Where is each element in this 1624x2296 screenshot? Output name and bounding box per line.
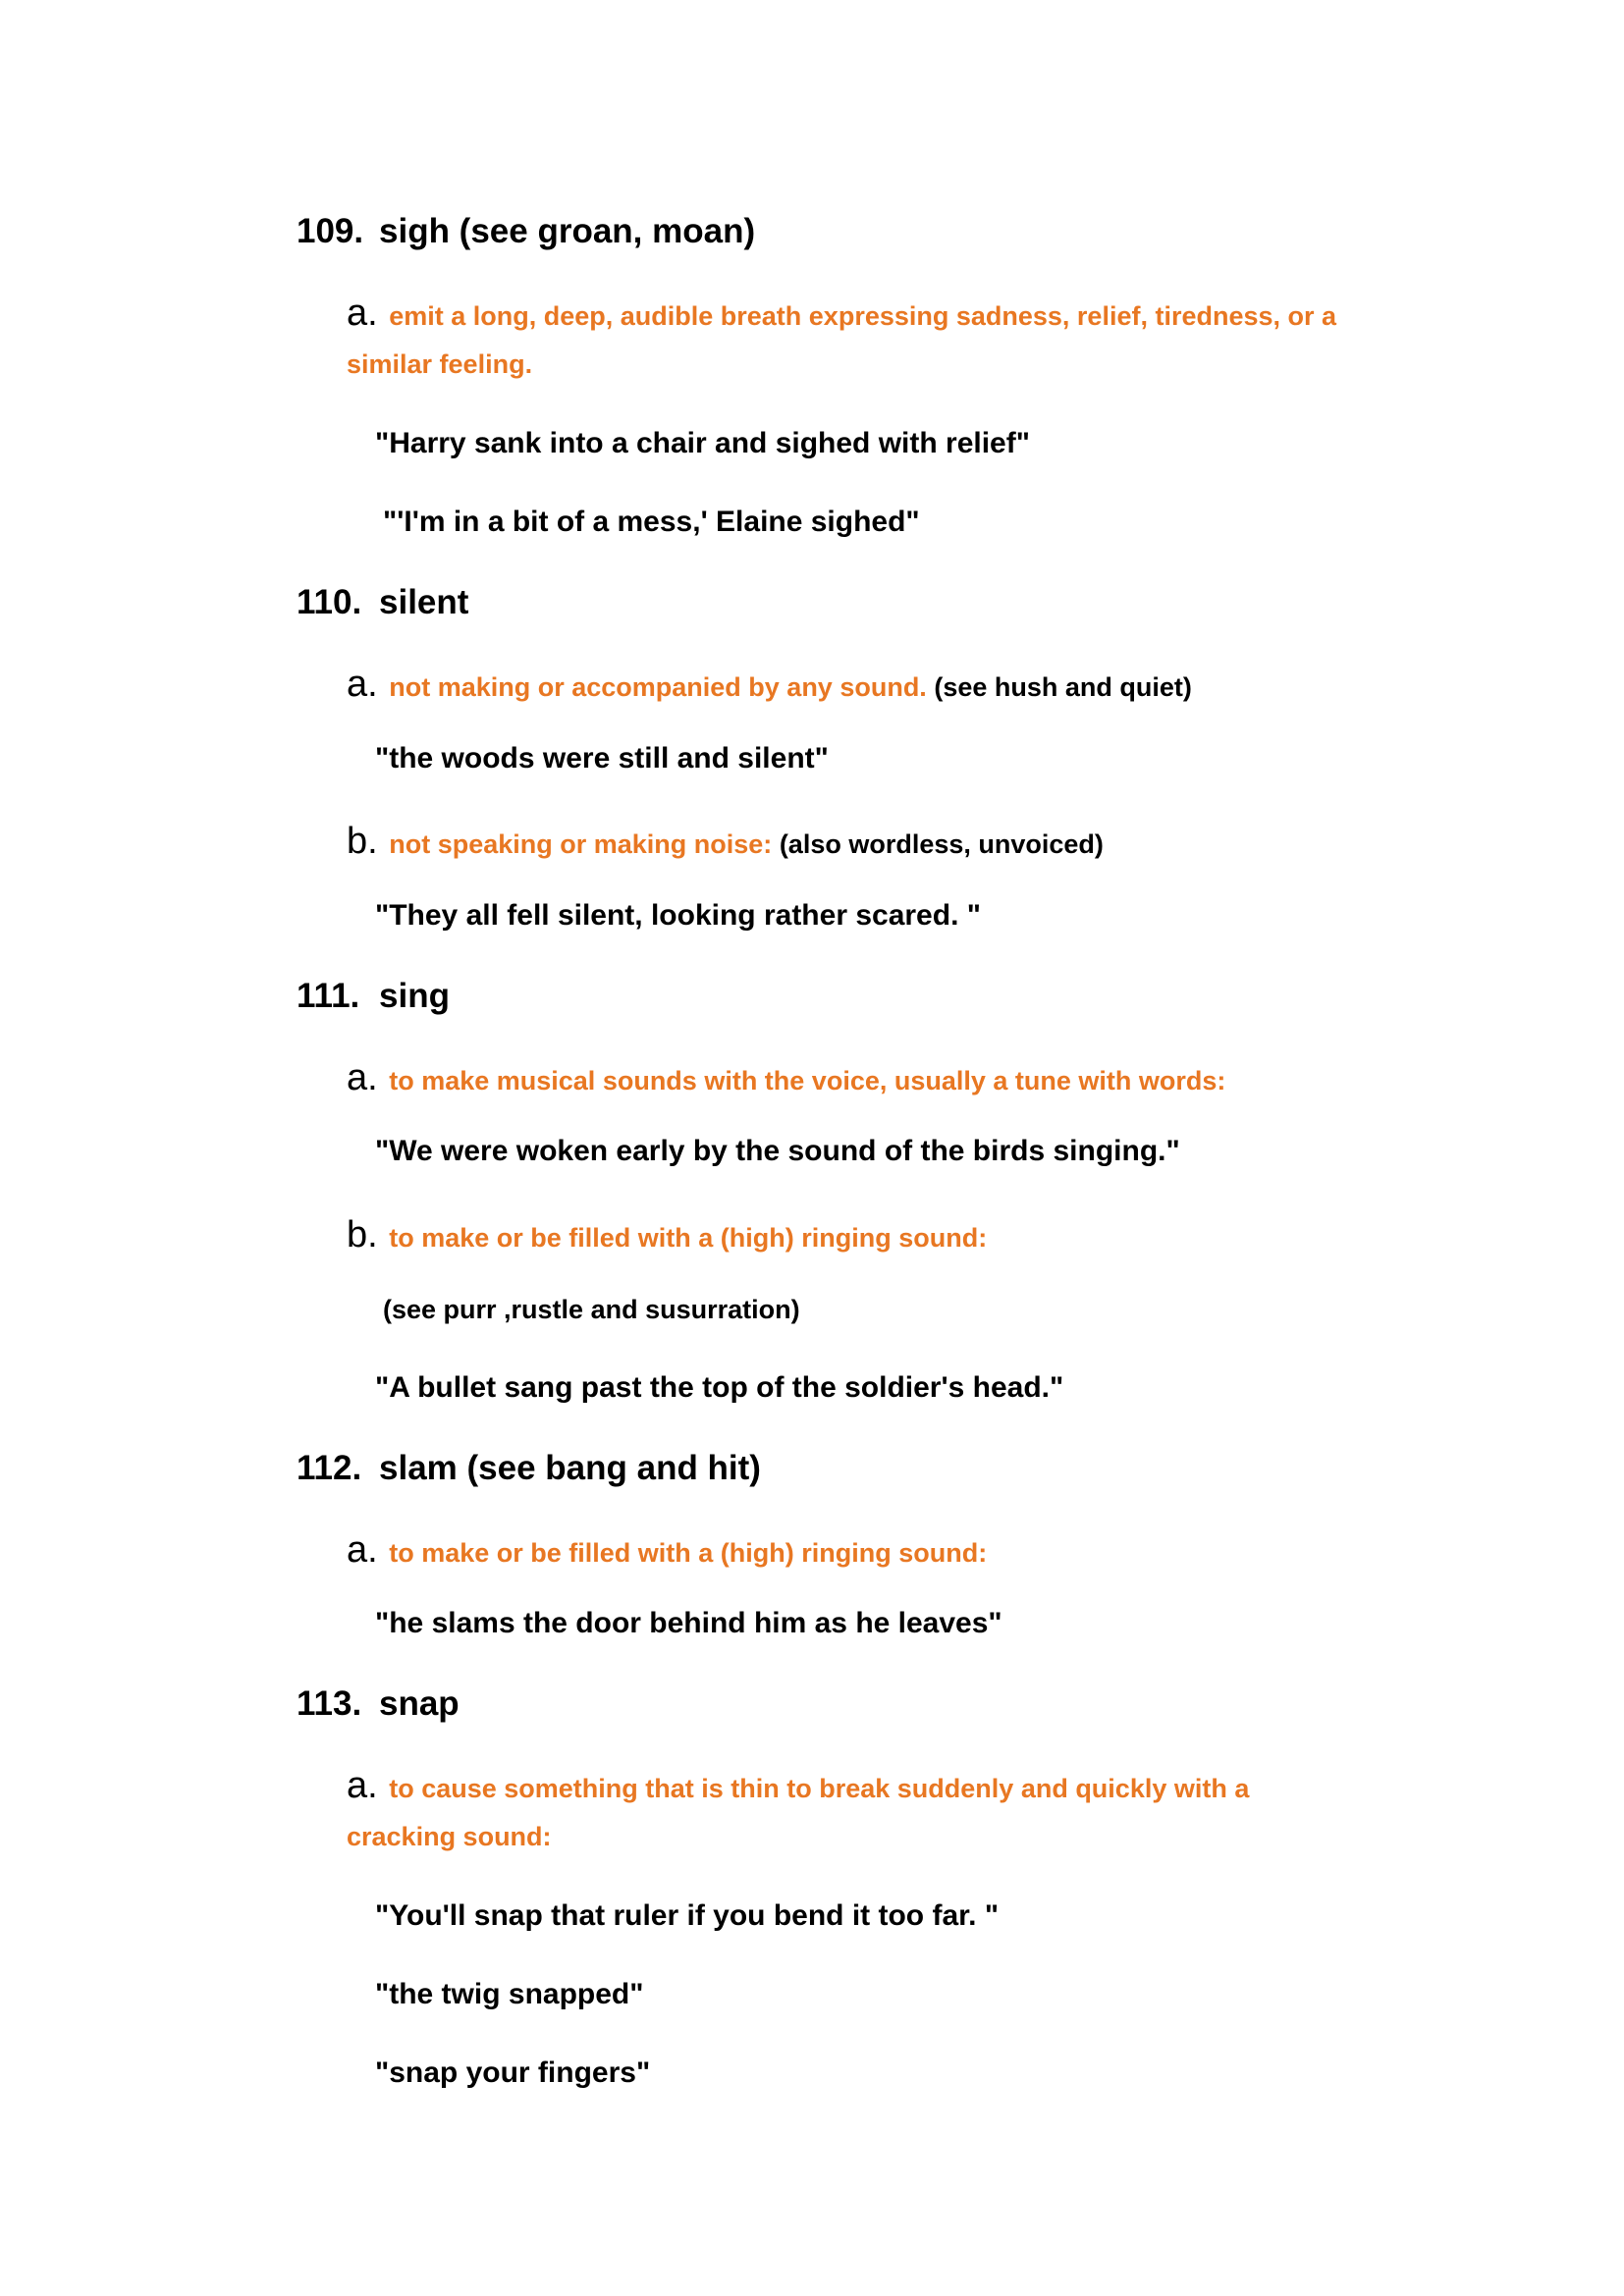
entry-number: 110.: [297, 583, 362, 621]
entry-word: snap: [379, 1684, 460, 1723]
sense: [347, 1059, 1225, 1096]
sense: [347, 666, 1192, 703]
example-sentence: "snap your fingers": [375, 2056, 651, 2089]
sense-letter: a.: [347, 1765, 378, 1806]
sense-definition: not making or accompanied by any sound.: [389, 672, 927, 702]
sense-letter: a.: [347, 1529, 378, 1571]
example-sentence: "A bullet sang past the top of the soldier's head.": [375, 1371, 1064, 1404]
entry-number: 112.: [297, 1449, 362, 1487]
sense-definition: not speaking or making noise:: [389, 829, 773, 859]
sense: [347, 294, 1336, 332]
example-sentence: "he slams the door behind him as he leaves": [375, 1607, 1002, 1639]
sense: [347, 1767, 1249, 1804]
example-sentence: "We were woken early by the sound of the birds singing.": [375, 1135, 1180, 1167]
sense-letter: a.: [347, 293, 378, 334]
sense: [347, 823, 1104, 860]
sense-letter: a.: [347, 1057, 378, 1098]
entry-word: slam (see bang and hit): [379, 1449, 761, 1487]
sense-letter: b.: [347, 1214, 378, 1255]
sense: [347, 1531, 987, 1569]
example-sentence: "the woods were still and silent": [375, 742, 829, 774]
example-sentence: "the twig snapped": [375, 1978, 644, 2010]
sense: [347, 1216, 987, 1254]
entry-number: 109.: [297, 212, 364, 250]
sense-letter: a.: [347, 664, 378, 705]
sense-definition: to make or be filled with a (high) ringing sound:: [389, 1223, 988, 1253]
entry-heading: [297, 1451, 761, 1485]
sense-cross-reference: (also wordless, unvoiced): [779, 829, 1104, 859]
sense-definition: to make musical sounds with the voice, usually a tune with words:: [389, 1066, 1226, 1095]
example-sentence: "They all fell silent, looking rather scared. ": [375, 899, 981, 932]
sense-definition: to make or be filled with a (high) ringing sound:: [389, 1538, 988, 1568]
example-sentence: "'I'm in a bit of a mess,' Elaine sighed": [383, 506, 920, 538]
sense-definition-continued: cracking sound:: [347, 1822, 552, 1851]
entry-word: sing: [379, 977, 450, 1015]
sense-note: (see purr ,rustle and susurration): [383, 1295, 800, 1324]
entry-word: silent: [379, 583, 469, 621]
sense-letter: b.: [347, 821, 378, 862]
entry-word: sigh (see groan, moan): [379, 212, 756, 250]
sense-definition: emit a long, deep, audible breath expressing sadness, relief, tiredness, or a: [389, 301, 1337, 331]
sense-cross-reference: (see hush and quiet): [934, 672, 1192, 702]
entry-heading: [297, 979, 450, 1013]
entry-number: 111.: [297, 977, 360, 1015]
entry-number: 113.: [297, 1684, 362, 1723]
sense-definition-continued: similar feeling.: [347, 349, 533, 379]
sense-definition: to cause something that is thin to break suddenly and quickly with a: [389, 1774, 1250, 1803]
entry-heading: [297, 1686, 460, 1721]
entry-heading: [297, 585, 468, 619]
example-sentence: "Harry sank into a chair and sighed with relief": [375, 427, 1030, 459]
example-sentence: "You'll snap that ruler if you bend it too far. ": [375, 1899, 1000, 1932]
entry-heading: [297, 214, 755, 248]
